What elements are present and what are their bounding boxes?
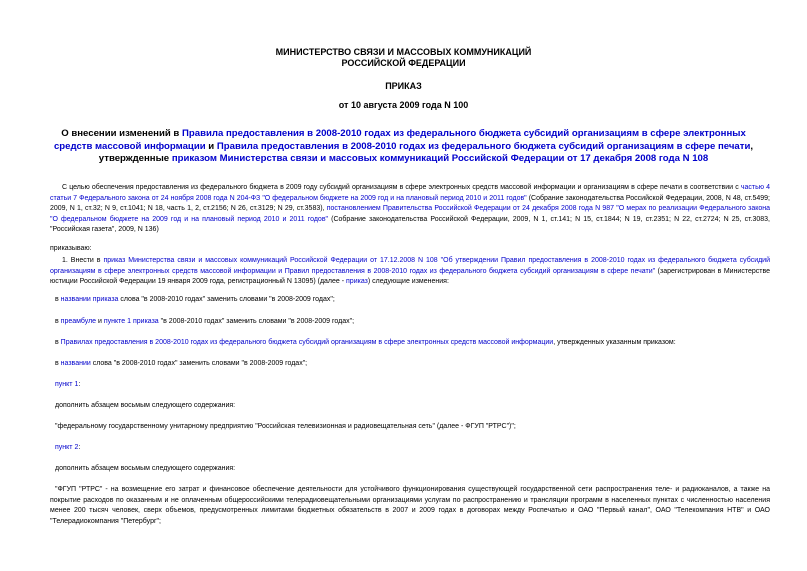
- change-title-paragraph: [55, 295, 335, 306]
- ch4-link-title[interactable]: названии: [60, 360, 91, 367]
- preamble-text-1: С целью обеспечения предоставления из федерального бюджета в 2009 году субсидий организациям в сфере электронных средств массовой информации и организациям в сфере печати в соответствии с: [62, 184, 741, 191]
- title-link-print-rules[interactable]: Правила предоставления в 2008-2010 годах из федерального бюджета субсидий организациям в сфере печати: [216, 140, 751, 152]
- preamble-paragraph: [50, 183, 770, 236]
- ch4-text-2: слова "в 2008-2010 годах" заменить словами "в 2008-2009 годах";: [90, 360, 308, 367]
- quote-rtrs-funding: "ФГУП "РТРС" - на возмещение его затрат и финансовое обеспечение деятельности для устойчивого функционирования существующей государственной сети распространения теле- и радиоканалов, а также на покрытие расходов по оказанным и не оплаченным общероссийскими телерадиовещательными организациями услугам по распространению и трансляции программ в населенных пунктах с численностью населения менее 200 тысяч человек, сверх объемов, предусмотренных лимитами бюджетных обязательств в 2007 и 2009 годах в договорах между Роспечатью и ОАО "Первый канал", ОАО "Телекомпания НТВ" и ОАО "Телерадиокомпания "Петербург";: [50, 486, 770, 525]
- ch1-link-order-title[interactable]: названии приказа: [60, 296, 119, 303]
- item1-link-order-108[interactable]: приказ Министерства связи и массовых коммуникаций Российской Федерации от 17.12.2008 N 108 "Об утверждении Правил предоставления в 2008-2010 годах из федерального бюджета субсидий организациям в сфере электронных средств массовой информации и Правил предоставления в 2008-2010 годах из федерального бюджета субсидий организациям в сфере печати": [50, 257, 771, 275]
- change-rules-paragraph: [55, 338, 676, 349]
- ch2-text-2: и: [96, 318, 104, 325]
- ch4-text-1: в: [55, 360, 61, 367]
- preamble-text-2: (Собрание законодательства Российской Федерации, 2008, N 48, ст.5499; 2009, N 1, ст.32; N 9, ст.1041; N 18, часть 1, 2, ст.2156; N 26, ст.3129; N 29, ст.3583),: [50, 194, 770, 213]
- ch1-text-2: слова "в 2008-2010 годах" заменить словами "в 2008-2009 годах";: [118, 296, 335, 303]
- ch2-link-item-1[interactable]: пункте 1 приказа: [103, 318, 159, 325]
- title-text-2: и: [205, 140, 217, 152]
- preamble-text-3: (Собрание законодательства Российской Федерации, 2009, N 1, ст.141; N 15, ст.1844; N 19, ст.2351; N 22, ст.2724; N 25, ст.3083, "Российская газета", 2009, N 136): [50, 215, 770, 234]
- ch2-text-3: "в 2008-2010 годах" заменить словами "в 2008-2009 годах";: [158, 318, 355, 325]
- preamble-link-budget-law[interactable]: частью 4 статьи 7 Федерального закона от 24 ноября 2008 года N 204-ФЗ "О федеральном бюджете на 2009 год и на плановый период 2010 и 2011 годов": [50, 184, 770, 202]
- item1-link-order[interactable]: приказ: [346, 278, 368, 286]
- ch3-text-2: , утвержденных указанным приказом:: [553, 339, 676, 346]
- ch3-text-1: в: [55, 339, 61, 346]
- item1-text-3: ) следующие изменения:: [367, 278, 449, 286]
- document-title: [50, 128, 757, 166]
- change-preamble-paragraph: [55, 317, 354, 328]
- quote-rtrs-definition: "федеральному государственному унитарному предприятию "Российская телевизионная и радиовещательная сеть" (далее - ФГУП "РТРС")";: [55, 423, 516, 430]
- ch2-text-1: в: [55, 318, 61, 325]
- punkt-2-link[interactable]: пункт 2: [55, 444, 79, 451]
- title-link-electronic-media-rules[interactable]: Правила предоставления в 2008-2010 годах из федерального бюджета субсидий организациям в сфере электронных средств массовой информации: [53, 128, 746, 152]
- title-text-1: О внесении изменений в: [61, 128, 182, 139]
- punkt-2-paragraph: [55, 443, 80, 454]
- ch2-link-preamble[interactable]: преамбуле: [60, 318, 97, 325]
- title-text-3: , утвержденные: [98, 140, 754, 165]
- add-paragraph-8-a: дополнить абзацем восьмым следующего содержания:: [55, 402, 236, 409]
- document-type: ПРИКАЗ: [385, 81, 422, 91]
- order-word: приказываю:: [50, 245, 92, 252]
- punkt-1-paragraph: [55, 380, 80, 391]
- title-link-order-108[interactable]: приказом Министерства связи и массовых коммуникаций Российской Федерации от 17 декабря 2008 года N 108: [171, 153, 709, 165]
- document-date: от 10 августа 2009 года N 100: [338, 100, 469, 110]
- punkt-1-link[interactable]: пункт 1: [55, 381, 79, 388]
- item-1-paragraph: [50, 256, 770, 288]
- ministry-name-line1: МИНИСТЕРСТВО СВЯЗИ И МАССОВЫХ КОММУНИКАЦИЙ: [275, 47, 532, 57]
- preamble-link-government-resolution[interactable]: постановлением Правительства Российской Федерации от 24 декабря 2008 года N 987 "О мерах по реализации Федерального закона "О федеральном бюджете на 2009 год и на плановый период 2010 и 2011 годов": [50, 205, 770, 223]
- ch1-text-1: в: [55, 296, 61, 303]
- change-name-paragraph: [55, 359, 307, 370]
- punkt-1-colon: :: [78, 381, 81, 388]
- item1-text-2: (зарегистрирован в Министерстве юстиции Российской Федерации 19 января 2009 года, регистрационный N 13095) (далее -: [50, 267, 770, 286]
- ch3-link-rules[interactable]: Правилах предоставления в 2008-2010 годах из федерального бюджета субсидий организациям в сфере электронных средств массовой информации: [60, 339, 554, 346]
- ministry-name-line2: РОССИЙСКОЙ ФЕДЕРАЦИИ: [341, 58, 466, 68]
- item1-text-1: 1. Внести в: [62, 257, 104, 264]
- punkt-2-colon: :: [78, 444, 81, 451]
- add-paragraph-8-b: дополнить абзацем восьмым следующего содержания:: [55, 465, 236, 472]
